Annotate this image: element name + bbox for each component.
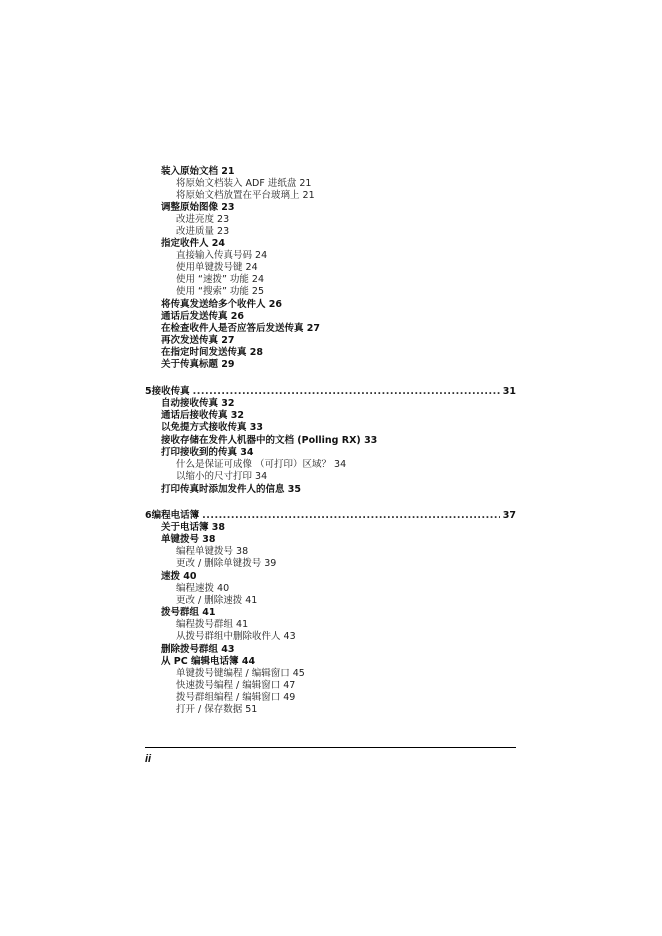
toc-entry: 将原始文档放置在平台玻璃上 21 <box>176 190 315 201</box>
toc-entry: 以免提方式接收传真 33 <box>161 422 264 433</box>
toc-entry: 编程速拨 40 <box>176 583 230 594</box>
chapter-number: 6 <box>145 510 152 521</box>
toc-entry: 改进质量 23 <box>176 226 230 237</box>
toc-entry: 单键拨号键编程 / 编辑窗口 45 <box>176 668 305 679</box>
toc-entry: 直接输入传真号码 24 <box>176 250 268 261</box>
toc-entry: 更改 / 删除单键拨号 39 <box>176 558 277 569</box>
toc-entry: 调整原始图像 23 <box>161 202 235 213</box>
toc-entry: 指定收件人 24 <box>161 238 226 249</box>
toc-entry: 将传真发送给多个收件人 26 <box>161 299 283 310</box>
dot-leader <box>202 510 500 522</box>
page-number: ii <box>145 753 152 765</box>
toc-entry: 将原始文档装入 ADF 进纸盘 21 <box>176 178 312 189</box>
toc-entry: 使用单键拨号键 24 <box>176 262 258 273</box>
toc-entry: 以缩小的尺寸打印 34 <box>176 471 268 482</box>
toc-entry: 更改 / 删除速拨 41 <box>176 595 258 606</box>
toc-entry: 从拨号群组中删除收件人 43 <box>176 631 296 642</box>
toc-entry: 改进亮度 23 <box>176 214 230 225</box>
toc-entry: 从 PC 编辑电话簿 44 <box>161 656 256 667</box>
toc-entry: 关于电话簿 38 <box>161 522 226 533</box>
dot-leader <box>193 386 500 398</box>
chapter-heading <box>145 386 516 398</box>
toc-entry: 拨号群组编程 / 编辑窗口 49 <box>176 692 296 703</box>
toc-entry: 在检查收件人是否应答后发送传真 27 <box>161 323 321 334</box>
toc-entry: 快速拨号编程 / 编辑窗口 47 <box>176 680 296 691</box>
toc-entry: 编程拨号群组 41 <box>176 619 249 630</box>
toc-entry: 通话后发送传真 26 <box>161 311 245 322</box>
toc-entry: 打印传真时添加发件人的信息 35 <box>161 484 302 495</box>
chapter-page: 37 <box>502 510 516 521</box>
chapter-title: 接收传真 <box>151 386 190 397</box>
chapter-title: 编程电话簿 <box>151 510 200 521</box>
toc-entry: 打印接收到的传真 34 <box>161 447 254 458</box>
toc-entry: 使用 “搜索” 功能 25 <box>176 286 264 297</box>
toc-entry: 编程单键拨号 38 <box>176 546 249 557</box>
toc-entry: 使用 “速拨” 功能 24 <box>176 274 264 285</box>
toc-entry: 接收存储在发件人机器中的文档 (Polling RX) 33 <box>161 435 378 446</box>
footer-divider <box>145 747 516 748</box>
toc-entry: 再次发送传真 27 <box>161 335 235 346</box>
toc-entry: 单键拨号 38 <box>161 534 216 545</box>
toc-entry: 打开 / 保存数据 51 <box>176 704 258 715</box>
toc-entry: 自动接收传真 32 <box>161 398 235 409</box>
toc-entry: 关于传真标题 29 <box>161 359 235 370</box>
toc-entry: 装入原始文档 21 <box>161 166 235 177</box>
chapter-heading <box>145 510 516 522</box>
chapter-number: 5 <box>145 386 152 397</box>
toc-entry: 在指定时间发送传真 28 <box>161 347 264 358</box>
toc-entry: 删除拨号群组 43 <box>161 644 235 655</box>
toc-entry: 速拨 40 <box>161 571 197 582</box>
chapter-page: 31 <box>502 386 516 397</box>
toc-entry: 什么是保证可成像 （可打印）区域？ 34 <box>176 459 347 470</box>
toc-entry: 拨号群组 41 <box>161 607 216 618</box>
toc-entry: 通话后接收传真 32 <box>161 410 245 421</box>
